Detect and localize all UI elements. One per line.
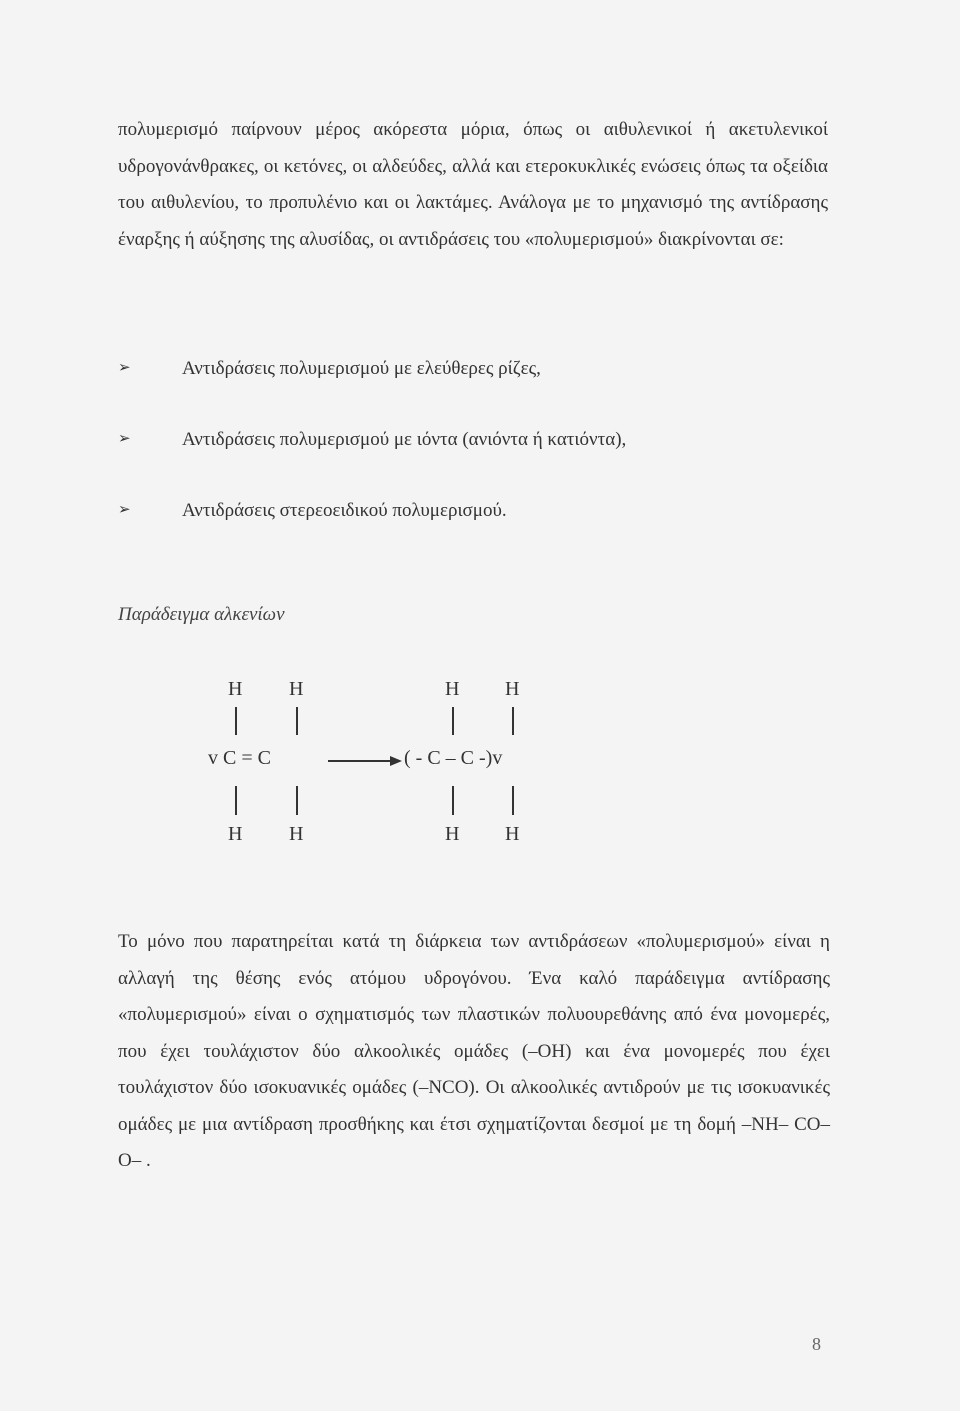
hydrogen-label: H	[445, 823, 460, 845]
hydrogen-label: H	[289, 823, 304, 845]
arrow-head-icon	[390, 756, 402, 766]
hydrogen-label: H	[289, 678, 304, 700]
polymer-formula: ( - C – C -)v	[404, 747, 503, 769]
arrowhead-bullet-icon: ➢	[118, 360, 131, 376]
hydrogen-label: H	[505, 823, 520, 845]
explanation-paragraph	[118, 924, 830, 1180]
explanation-paragraph-text: Το μόνο που παρατηρείται κατά τη διάρκεια των αντιδράσεων «πολυμερισμού» είναι η αλλαγή της θέσης ενός ατόμου υδρογόνου. Ένα καλό παράδειγμα αντίδρασης «πολυμερισμού» είναι ο σχηματισμός των πλαστικών πολυουρεθάνης από ένα μονομερές, που έχει τουλάχιστον δύο αλκοολικές ομάδες (–OH) και ένα μονομερές που έχει τουλάχιστον δύο ισοκυανικές ομάδες (–NCO). Οι αλκοολικές αντιδρούν με τις ισοκυανικές ομάδες με μια αντίδραση προσθήκης και έτσι σχηματίζονται δεσμοί με τη δομή –NH– CO– O– .	[118, 931, 830, 1171]
hydrogen-label: H	[505, 678, 520, 700]
example-heading: Παράδειγμα αλκενίων	[118, 604, 285, 625]
monomer-formula: v C = C	[208, 747, 271, 769]
arrowhead-bullet-icon: ➢	[118, 502, 131, 518]
hydrogen-label: H	[445, 678, 460, 700]
hydrogen-label: H	[228, 823, 243, 845]
list-item-text: Αντιδράσεις πολυμερισμού με ελεύθερες ρίζες,	[182, 358, 541, 379]
list-item-text: Αντιδράσεις στερεοειδικού πολυμερισμού.	[182, 500, 507, 521]
hydrogen-label: H	[228, 678, 243, 700]
arrowhead-bullet-icon: ➢	[118, 431, 131, 447]
intro-paragraph-text: πολυμερισμό παίρνουν μέρος ακόρεστα μόρια, όπως οι αιθυλενικοί ή ακετυλενικοί υδρογονάνθρακες, οι κετόνες, οι αλδεύδες, αλλά και ετεροκυκλικές ενώσεις όπως τα οξείδια του αιθυλενίου, το προπυλένιο και οι λακτάμες. Ανάλογα με το μηχανισμό της αντίδρασης έναρξης ή αύξησης της αλυσίδας, οι αντιδράσεις του «πολυμερισμού» διακρίνονται σε:	[118, 119, 828, 250]
page-number: 8	[812, 1334, 821, 1354]
list-item-text: Αντιδράσεις πολυμερισμού με ιόντα (ανιόντα ή κατιόντα),	[182, 429, 627, 450]
